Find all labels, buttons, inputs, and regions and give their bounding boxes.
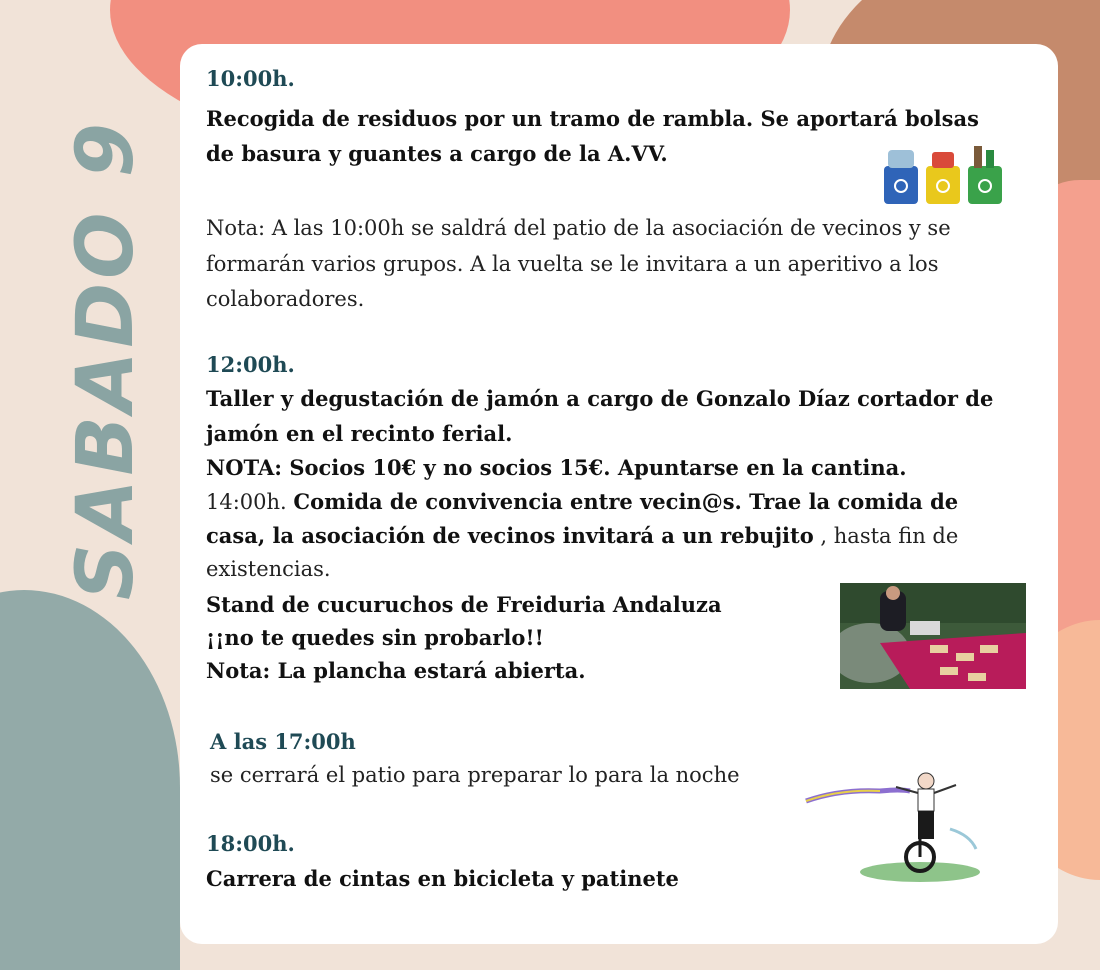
activity-text: se cerrará el patio para preparar lo para la noche [210,763,740,787]
food-stand-photo [840,583,1026,689]
stand-text: Stand de cucuruchos de Freiduria Andaluza [206,592,722,617]
stand-text: ¡¡no te quedes sin probarlo!! [206,625,544,650]
activity-text: Taller y degustación de jamón a cargo de Gonzalo Díaz cortador de [206,386,994,411]
activity-text: de basura y guantes a cargo de la A.VV. [206,141,668,166]
activity-text: Carrera de cintas en bicicleta y patinete [206,866,679,891]
activity-note: NOTA: Socios 10€ y no socios 15€. Apuntarse en la cantina. [206,455,907,480]
time-18h: 18:00h. [206,831,295,856]
note-text: colaboradores. [206,287,365,311]
bicycle-illustration [800,769,980,884]
lunch-text: , hasta fin de [820,524,959,548]
time-10h: 10:00h. [206,66,295,91]
activity-text: jamón en el recinto ferial. [206,421,513,446]
lunch-time: 14:00h. [206,490,287,514]
day-title [70,90,160,610]
note-text: formarán varios grupos. A la vuelta se le invitara a un aperitivo a los [206,252,939,276]
decor-blob-teal [0,590,180,970]
schedule-card [180,44,1058,944]
recycle-bins-image [880,144,1010,206]
time-12h: 12:00h. [206,352,295,377]
lunch-text: casa, la asociación de vecinos invitará a un rebujito [206,523,814,548]
lunch-text: Comida de convivencia entre vecin@s. Trae la comida de [293,489,959,514]
day-title-text: SABADO 9 [70,119,151,600]
lunch-line [206,489,958,514]
activity-text: Recogida de residuos por un tramo de rambla. Se aportará bolsas [206,106,979,131]
note-text: Nota: A las 10:00h se saldrá del patio de la asociación de vecinos y se [206,216,951,240]
stand-text: Nota: La plancha estará abierta. [206,658,586,683]
lunch-text: existencias. [206,557,331,581]
time-17h: A las 17:00h [210,729,356,754]
lunch-line [206,523,958,548]
